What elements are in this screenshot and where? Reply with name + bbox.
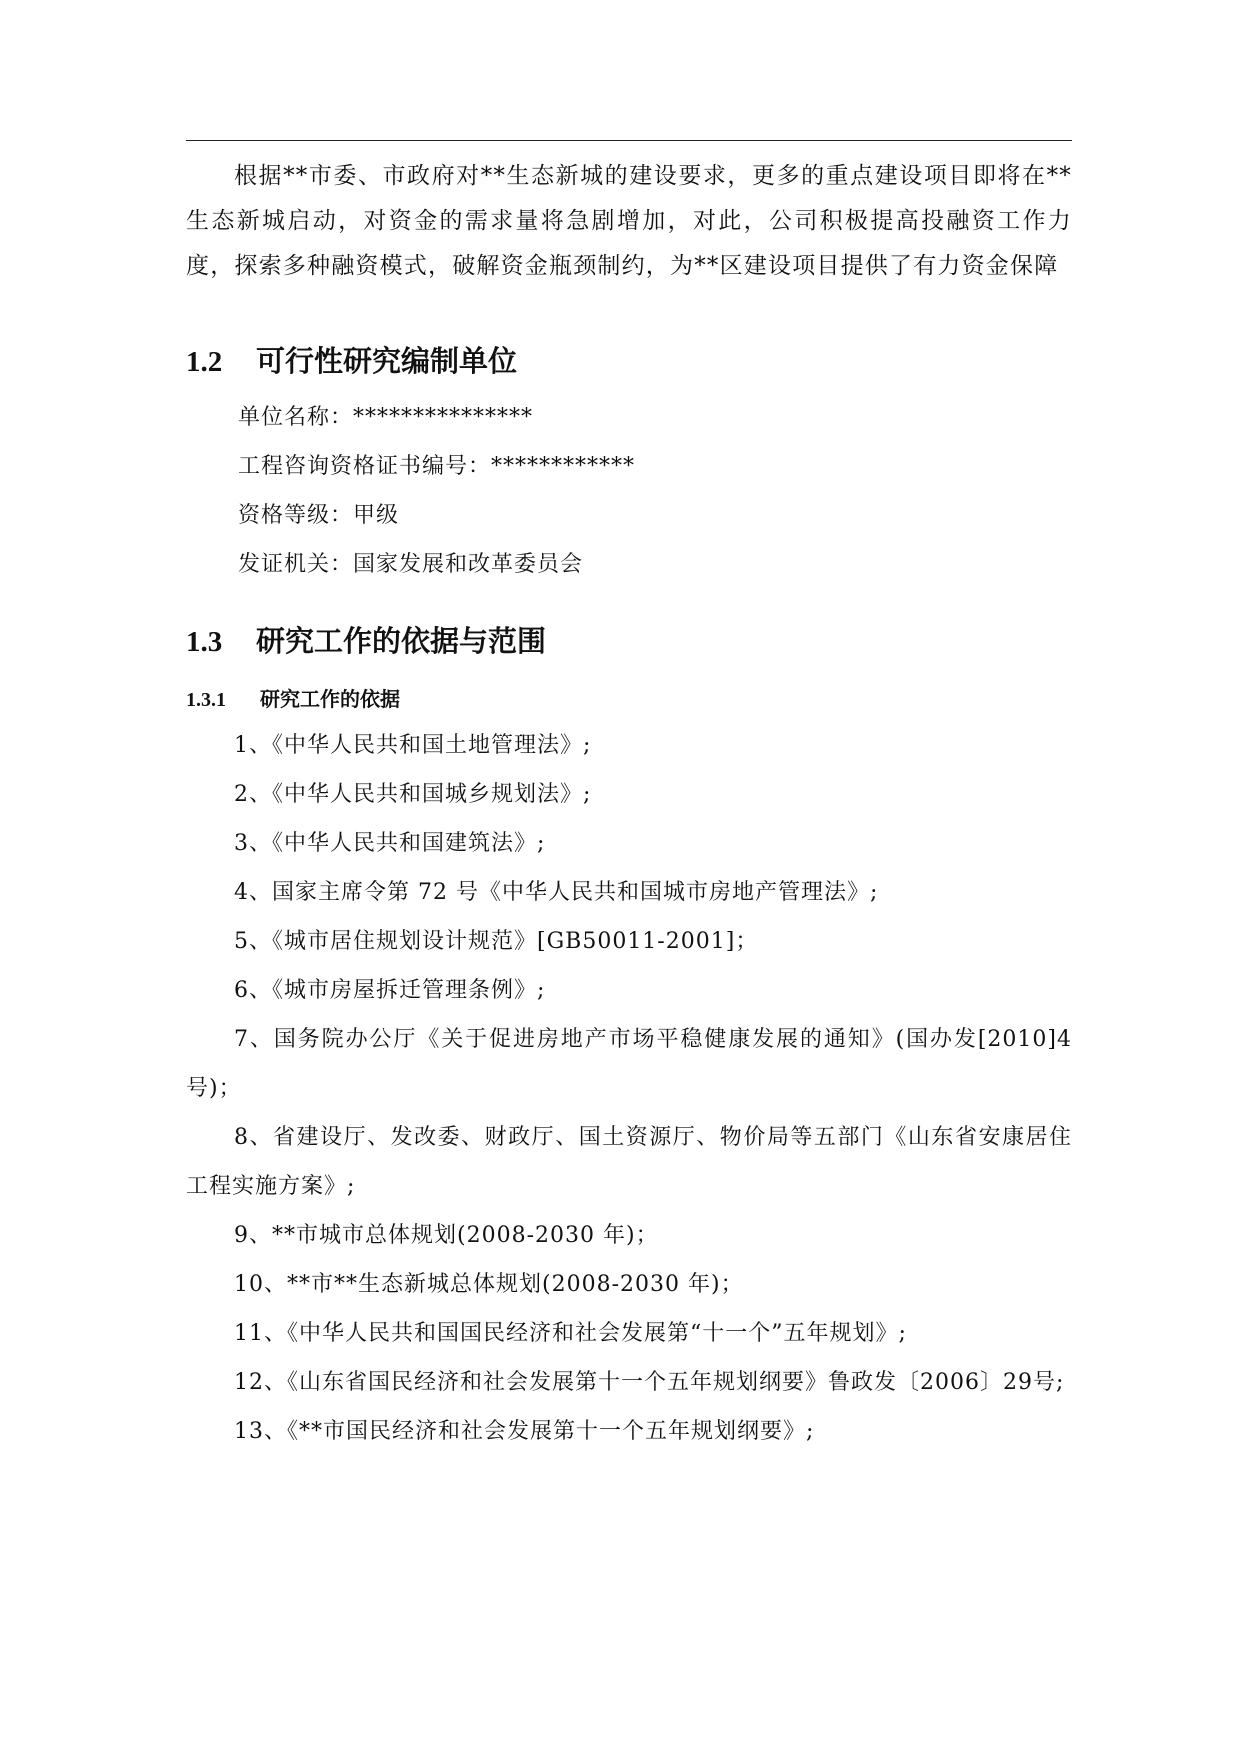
section-heading-1-3 — [186, 617, 1072, 665]
basis-item: 8、省建设厅、发改委、财政厅、国土资源厅、物价局等五部门《山东省安康居住工程实施方案》; — [186, 1125, 1072, 1199]
basis-item: 9、**市城市总体规划(2008-2030 年)； — [234, 1223, 659, 1248]
basis-item: 5、《城市居住规划设计规范》[GB50011-2001]； — [234, 929, 759, 954]
basis-item: 13、《**市国民经济和社会发展第十一个五年规划纲要》; — [234, 1419, 815, 1444]
header-rule — [186, 140, 1072, 141]
basis-item: 7、国务院办公厅《关于促进房地产市场平稳健康发展的通知》(国办发[2010]4号)； — [186, 1027, 1072, 1101]
section-title: 研究工作的依据与范围 — [256, 624, 547, 658]
unit-name-line: 单位名称：*************** — [238, 405, 534, 430]
subsection-title: 研究工作的依据 — [260, 687, 400, 711]
section-number: 1.2 — [186, 346, 223, 378]
qualification-grade-line: 资格等级：甲级 — [238, 503, 400, 528]
basis-item: 6、《城市房屋拆迁管理条例》; — [234, 978, 546, 1003]
page-content — [186, 154, 1072, 1456]
section-title: 可行性研究编制单位 — [256, 344, 518, 378]
basis-item: 2、《中华人民共和国城乡规划法》; — [234, 782, 592, 807]
section-heading-1-2 — [186, 337, 1072, 385]
issuing-authority-line: 发证机关：国家发展和改革委员会 — [238, 552, 584, 577]
subsection-heading-1-3-1 — [186, 681, 1072, 717]
basis-item: 3、《中华人民共和国建筑法》; — [234, 831, 546, 856]
section-number: 1.3 — [186, 626, 223, 658]
basis-item: 4、国家主席令第 72 号《中华人民共和国城市房地产管理法》; — [234, 880, 879, 905]
basis-item: 1、《中华人民共和国土地管理法》; — [234, 733, 592, 758]
intro-paragraph: 根据**市委、市政府对**生态新城的建设要求，更多的重点建设项目即将在**生态新城启动，对资金的需求量将急剧增加，对此，公司积极提高投融资工作力度，探索多种融资模式，破解资金瓶颈制约，为**区建设项目提供了有力资金保障 — [186, 163, 1072, 279]
basis-item: 11、《中华人民共和国国民经济和社会发展第“十一个”五年规划》; — [234, 1321, 907, 1346]
certificate-number-line: 工程咨询资格证书编号：************ — [238, 454, 636, 479]
basis-item: 10、**市**生态新城总体规划(2008-2030 年)； — [234, 1272, 744, 1297]
basis-item: 12、《山东省国民经济和社会发展第十一个五年规划纲要》鲁政发〔2006〕29号; — [234, 1370, 1065, 1395]
subsection-number: 1.3.1 — [186, 689, 226, 711]
